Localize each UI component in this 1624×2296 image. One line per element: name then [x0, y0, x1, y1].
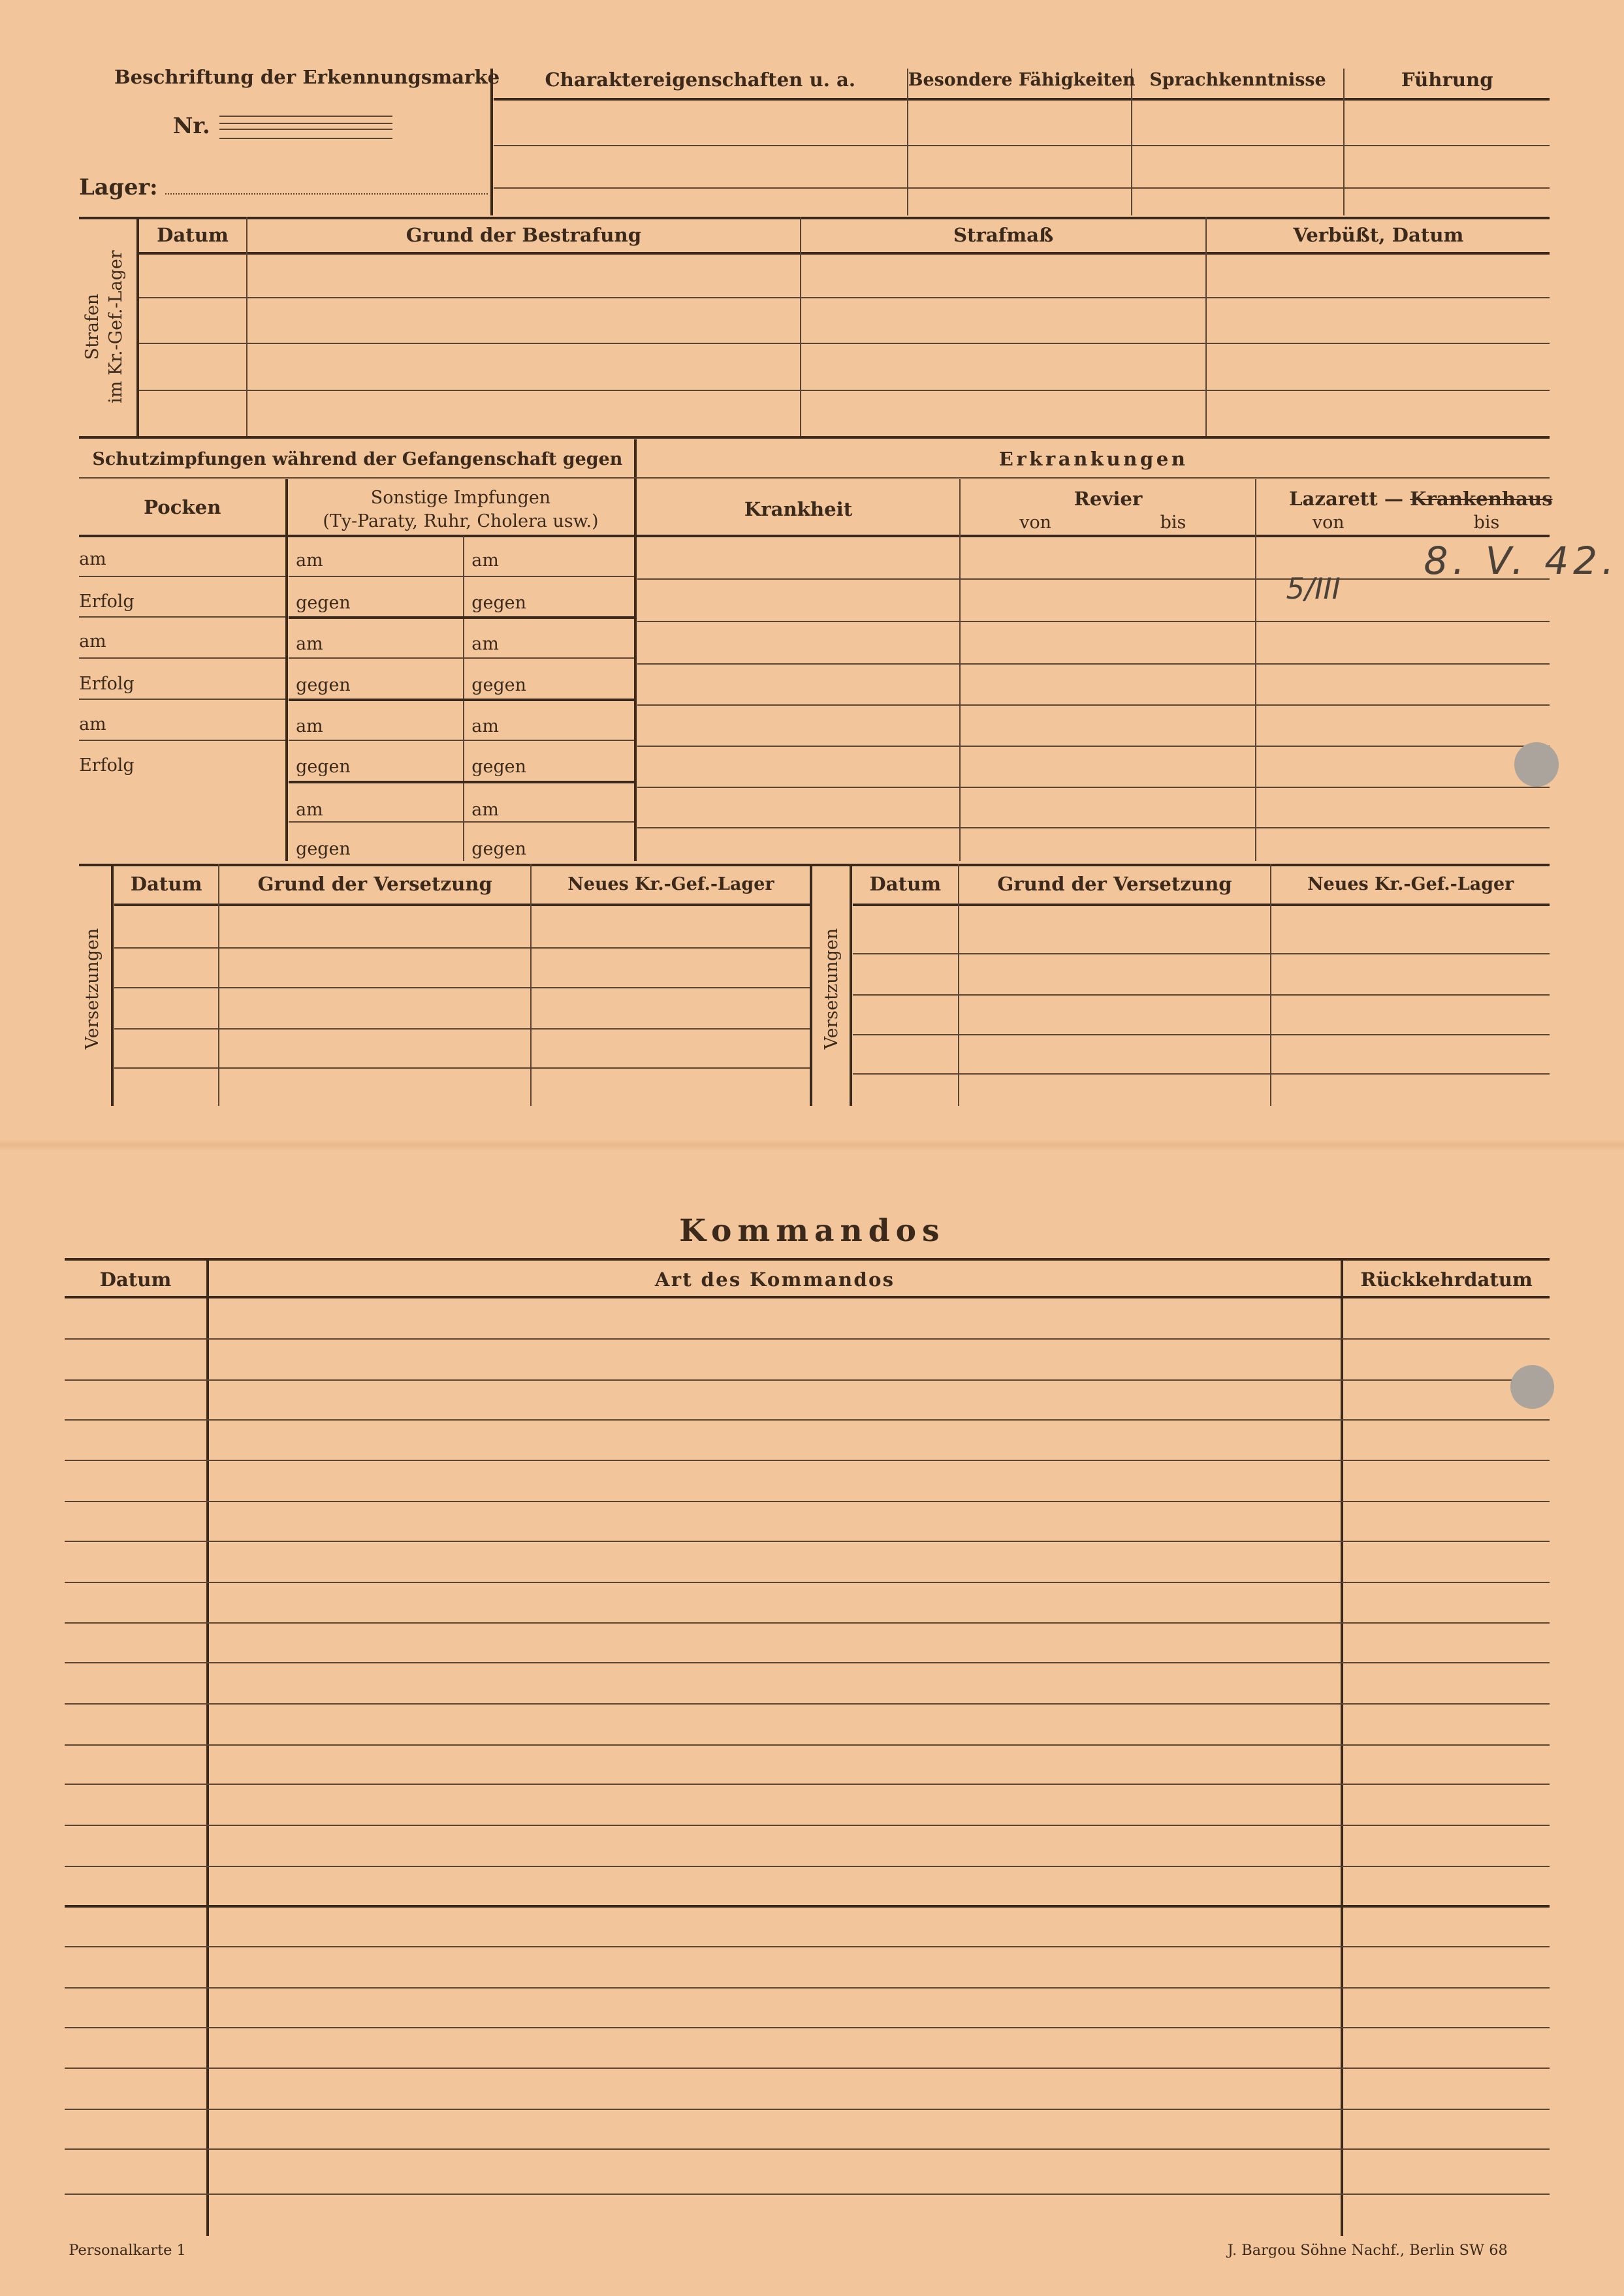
sonstige-row-label: gegen	[296, 674, 351, 695]
kommandos-col-rule	[206, 1258, 209, 2236]
strafen-top-rule	[79, 217, 1550, 219]
strafen-side-label-2: im Kr.-Gef.-Lager	[105, 250, 126, 403]
vers-datum-2: Datum	[869, 872, 942, 895]
kommandos-rueckkehr: Rückkehrdatum	[1360, 1268, 1533, 1291]
krankheit-header: Krankheit	[744, 497, 853, 520]
impf-erkr-divider	[634, 439, 637, 861]
top-divider	[490, 69, 493, 215]
beschriftung-label: Beschriftung der Erkennungsmarke	[114, 65, 500, 88]
sonstige-row-label: gegen	[296, 593, 351, 614]
strafen-col-rule	[246, 217, 247, 436]
strafen-verbuesst: Verbüßt, Datum	[1293, 224, 1464, 247]
strafen-col-rule	[1205, 217, 1207, 436]
top-row-rule	[494, 145, 1550, 146]
sonstige-row-label-2: am	[471, 550, 499, 571]
sonstige-row-label-2: am	[471, 634, 499, 655]
strafen-row-rule	[139, 343, 1550, 344]
erkr-row-rule	[637, 787, 1550, 788]
kommandos-row-rule	[65, 1905, 1550, 1908]
col-fuehrung: Führung	[1401, 69, 1493, 91]
kommandos-title: Kommandos	[679, 1213, 946, 1250]
top-header-rule	[494, 98, 1550, 101]
kommandos-row-rule	[65, 1987, 1550, 1989]
footer-right: J. Bargou Söhne Nachf., Berlin SW 68	[1227, 2241, 1508, 2259]
erkr-row-rule	[637, 663, 1550, 665]
vers-side-rule	[850, 864, 852, 1105]
vers-row-rule	[114, 947, 810, 949]
sonstige-row-label: gegen	[296, 839, 351, 860]
strafen-side-label: Strafen	[82, 293, 103, 360]
sonstige-row-rule	[289, 699, 634, 701]
pocken-row-rule	[79, 657, 285, 659]
punch-hole	[1514, 742, 1558, 786]
impf-col-rule	[285, 479, 288, 861]
erkrankungen-title: Erkrankungen	[998, 448, 1188, 471]
vers-row-rule	[853, 1073, 1550, 1075]
sonstige-row-label-2: am	[471, 716, 499, 736]
vers-datum: Datum	[130, 872, 202, 895]
nr-label: Nr.	[172, 112, 210, 138]
strafen-strafmass: Strafmaß	[953, 224, 1054, 247]
vers-col-rule	[958, 864, 959, 1105]
sonstige-row-rule	[289, 781, 634, 783]
pocken-header: Pocken	[144, 496, 221, 519]
kommandos-row-rule	[65, 1582, 1550, 1583]
erkr-row-rule	[637, 578, 1550, 580]
vers-col-rule	[218, 864, 219, 1105]
kommandos-row-rule	[65, 2068, 1550, 2069]
pocken-row-label: Erfolg	[79, 591, 135, 612]
sonstige-row-label: am	[296, 634, 323, 655]
pocken-row-label: Erfolg	[79, 755, 135, 776]
strafen-grund: Grund der Bestrafung	[406, 224, 642, 247]
pocken-row-rule	[79, 616, 285, 618]
footer-left: Personalkarte 1	[69, 2241, 186, 2259]
sonstige-row-label-2: gegen	[471, 593, 526, 614]
kommandos-header-rule	[65, 1296, 1550, 1298]
vers-lager: Neues Kr.-Gef.-Lager	[567, 873, 774, 894]
revier-header: Revier	[1074, 487, 1143, 510]
revier-von: von	[1019, 512, 1051, 533]
impf-header-rule	[79, 535, 1550, 537]
kommandos-row-rule	[65, 1379, 1550, 1381]
kommandos-row-rule	[65, 2148, 1550, 2150]
pocken-row-rule	[79, 699, 285, 700]
sonstige-row-rule	[289, 740, 634, 741]
strafen-datum: Datum	[157, 224, 229, 247]
kommandos-col-rule	[1341, 1258, 1343, 2236]
sonstige-row-label-2: gegen	[471, 757, 526, 778]
kommandos-row-rule	[65, 1825, 1550, 1826]
sonstige-row-label-2: gegen	[471, 674, 526, 695]
versetzungen-top-rule	[79, 864, 1550, 866]
pocken-row-label: am	[79, 631, 106, 652]
sonstige-row-rule	[289, 821, 634, 823]
strafen-row-rule	[139, 297, 1550, 298]
vers-side-rule	[111, 864, 114, 1105]
impfungen-title: Schutzimpfungen während der Gefangenschaft gegen	[92, 449, 623, 470]
kommandos-art: Art des Kommandos	[654, 1268, 895, 1291]
revier-bis: bis	[1160, 512, 1186, 533]
handwritten-lazarett-bis: 8. V. 42.	[1424, 539, 1619, 584]
sonstige-row-label-2: gegen	[471, 839, 526, 860]
sonstige-row-label: am	[296, 716, 323, 736]
vers-row-rule	[853, 1034, 1550, 1035]
kommandos-row-rule	[65, 2027, 1550, 2028]
lager-field	[165, 193, 488, 195]
kommandos-row-rule	[65, 1541, 1550, 1542]
lazarett-header: Lazarett — Krankenhaus	[1289, 487, 1553, 510]
vers-row-rule	[853, 994, 1550, 996]
col-faehigkeiten: Besondere Fähigkeiten	[908, 70, 1136, 91]
lazarett-von: von	[1312, 512, 1345, 533]
sonstige-header-sub: (Ty-Paraty, Ruhr, Cholera usw.)	[323, 511, 599, 531]
kommandos-top-rule	[65, 1258, 1550, 1261]
pocken-row-label: Erfolg	[79, 673, 135, 694]
erkr-col-rule	[959, 479, 961, 861]
sonstige-row-rule	[289, 576, 634, 577]
versetzungen-side-label-2: Versetzungen	[821, 928, 842, 1049]
pocken-row-label: am	[79, 714, 106, 735]
pocken-row-rule	[79, 740, 285, 741]
vers-mid-rule	[810, 864, 812, 1105]
kommandos-row-rule	[65, 1338, 1550, 1340]
col-sprachkenntnisse: Sprachkenntnisse	[1149, 70, 1326, 91]
erkr-row-rule	[637, 704, 1550, 706]
kommandos-row-rule	[65, 1784, 1550, 1785]
vers-row-rule	[114, 1028, 810, 1030]
kommandos-row-rule	[65, 1703, 1550, 1705]
kommandos-row-rule	[65, 2109, 1550, 2110]
sonstige-row-rule	[289, 657, 634, 659]
erkr-col-rule	[1255, 479, 1256, 861]
sonstige-row-label-2: am	[471, 799, 499, 820]
erkr-row-rule	[637, 621, 1550, 622]
kommandos-row-rule	[65, 1501, 1550, 1502]
kommandos-row-rule	[65, 1622, 1550, 1624]
kommandos-datum: Datum	[99, 1268, 172, 1291]
punch-hole	[1510, 1365, 1554, 1409]
fold-line	[0, 1139, 1624, 1151]
kommandos-row-rule	[65, 1866, 1550, 1867]
strafen-col-rule	[800, 217, 801, 436]
sonstige-row-label: am	[296, 799, 323, 820]
kommandos-row-rule	[65, 1460, 1550, 1461]
kommandos-row-rule	[65, 1419, 1550, 1421]
erkr-row-rule	[637, 746, 1550, 747]
sonstige-row-label: am	[296, 550, 323, 571]
strafen-bottom-rule	[79, 436, 1550, 439]
kommandos-row-rule	[65, 1662, 1550, 1663]
pocken-row-label: am	[79, 548, 106, 569]
impf-title-rule	[79, 477, 1550, 479]
vers-header-rule	[853, 904, 1550, 906]
vers-grund: Grund der Versetzung	[257, 872, 492, 895]
krankenhaus-struck: Krankenhaus	[1410, 487, 1553, 510]
strafen-row-rule	[139, 390, 1550, 391]
vers-row-rule	[114, 987, 810, 988]
col-charakter: Charaktereigenschaften u. a.	[545, 69, 856, 91]
strafen-side-rule	[136, 217, 139, 436]
lazarett-bis: bis	[1473, 512, 1500, 533]
sonstige-row-label: gegen	[296, 757, 351, 778]
pocken-row-rule	[79, 576, 285, 577]
top-row-rule	[494, 187, 1550, 189]
sonstige-header: Sonstige Impfungen	[370, 487, 551, 508]
strafen-header-rule	[139, 252, 1550, 255]
vers-row-rule	[114, 1067, 810, 1069]
kommandos-row-rule	[65, 1946, 1550, 1947]
sonstige-row-rule	[289, 616, 634, 619]
vers-lager-2: Neues Kr.-Gef.-Lager	[1307, 873, 1514, 894]
kommandos-row-rule	[65, 1744, 1550, 1746]
lager-label: Lager:	[79, 174, 158, 200]
nr-field	[219, 116, 392, 138]
erkr-row-rule	[637, 827, 1550, 828]
kommandos-row-rule	[65, 2194, 1550, 2195]
handwritten-lazarett-von: 5/III	[1286, 571, 1341, 606]
vers-row-rule	[853, 953, 1550, 954]
vers-col-rule	[1270, 864, 1271, 1105]
versetzungen-side-label: Versetzungen	[82, 928, 103, 1049]
vers-grund-2: Grund der Versetzung	[997, 872, 1232, 895]
vers-col-rule	[530, 864, 532, 1105]
